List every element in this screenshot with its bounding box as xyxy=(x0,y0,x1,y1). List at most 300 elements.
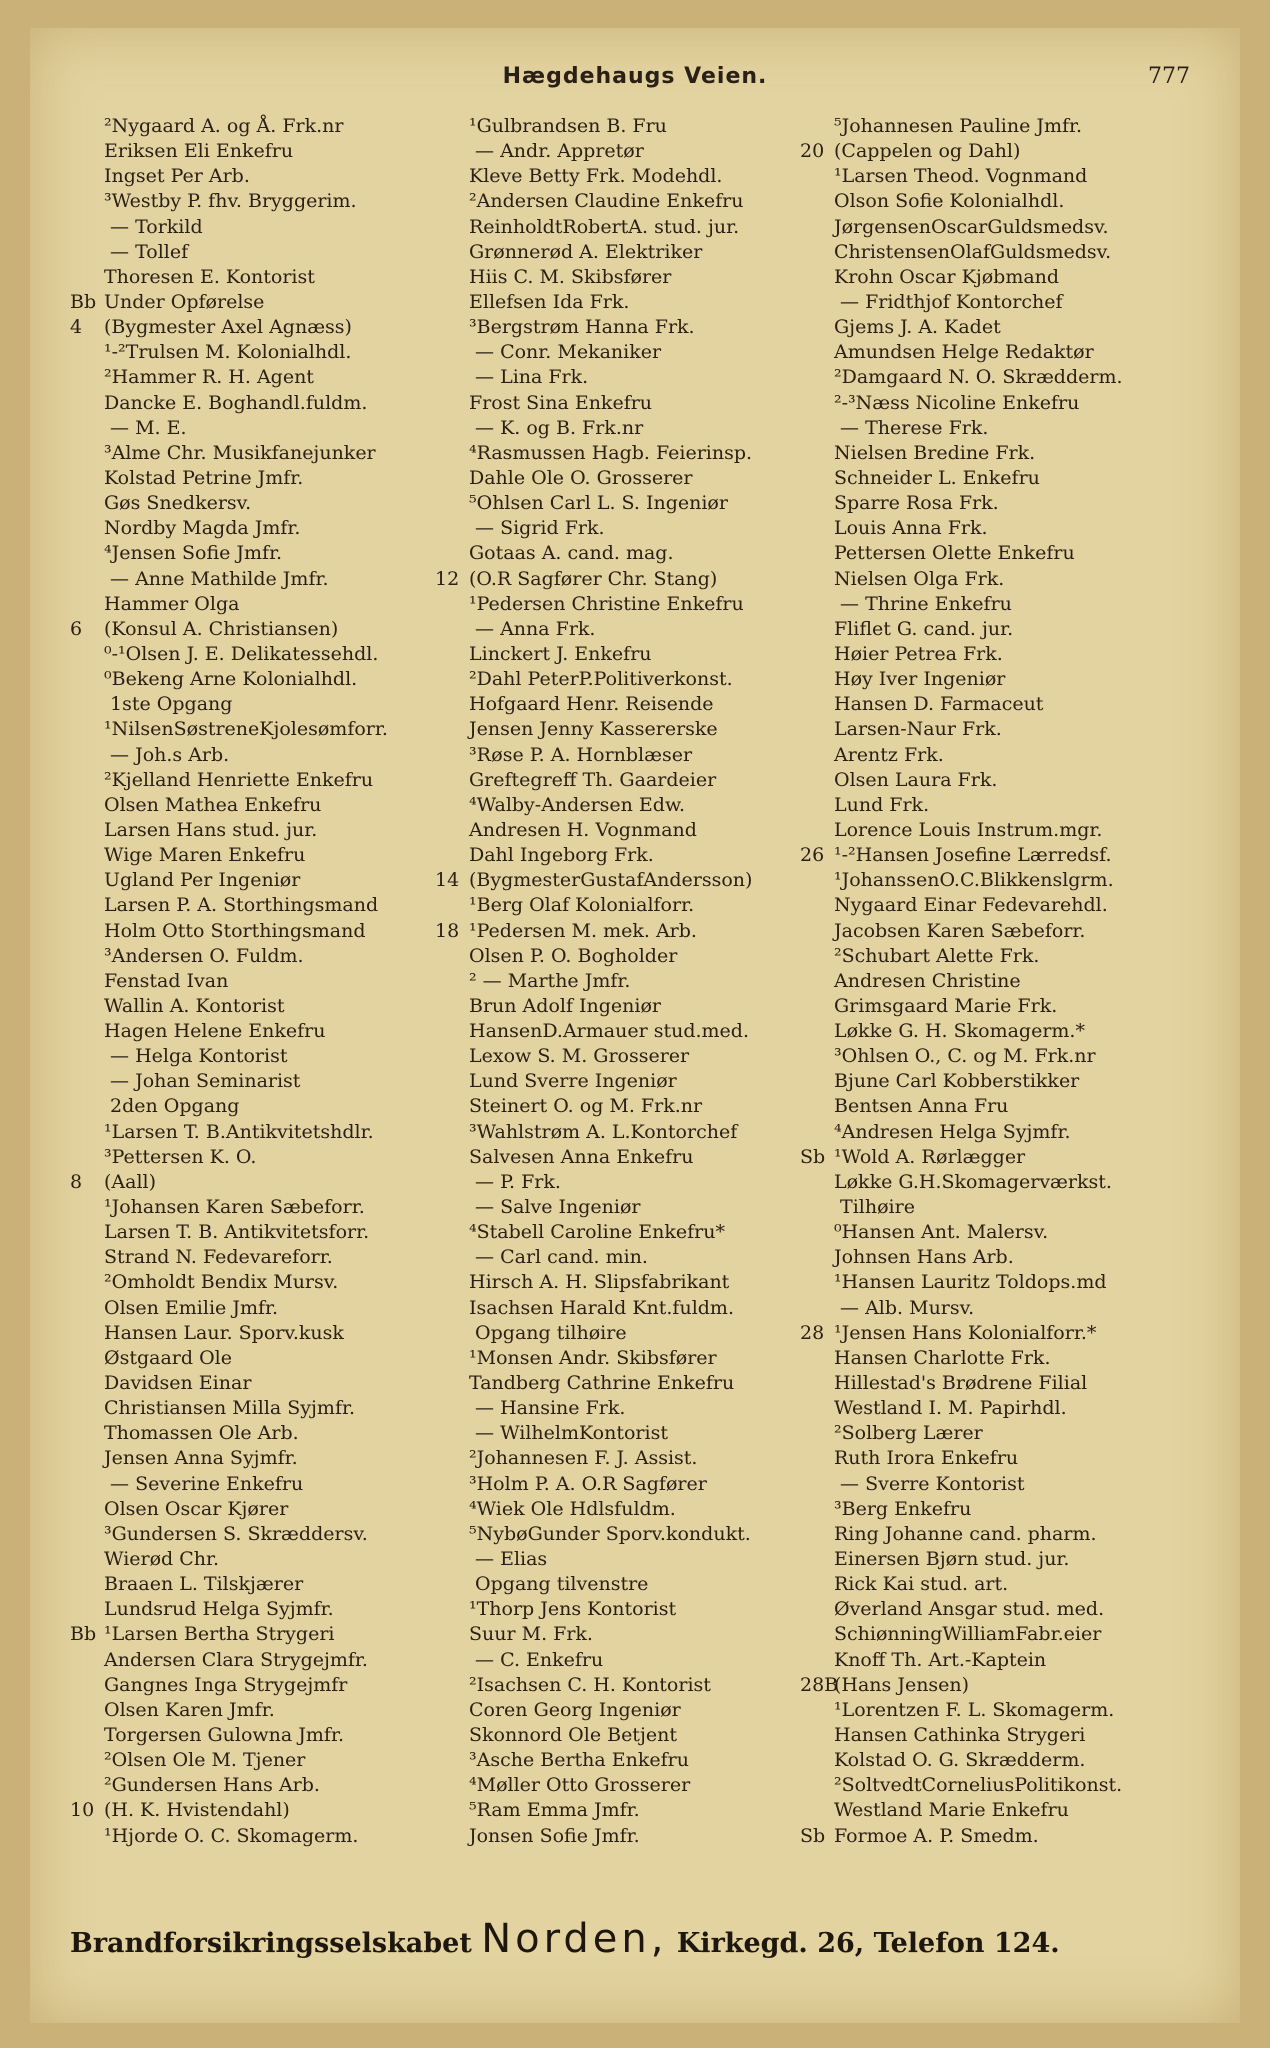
footer-brand: Norden, xyxy=(481,1916,668,1962)
directory-entry xyxy=(800,1522,1160,1547)
directory-entry xyxy=(435,919,795,944)
resident-text: ⁴Andresen Helga Syjmfr. xyxy=(834,1120,1071,1143)
directory-entry xyxy=(435,1622,795,1647)
resident-text: ²Nygaard A. og Å. Frk.nr xyxy=(104,115,344,137)
resident-text: ⁴Wiek Ole Hdlsfuldm. xyxy=(469,1497,676,1520)
resident-text: Gotaas A. cand. mag. xyxy=(469,542,674,565)
directory-entry xyxy=(800,1698,1160,1723)
directory-entry xyxy=(800,1145,1160,1170)
directory-entry xyxy=(70,1120,430,1145)
resident-text: ²Gundersen Hans Arb. xyxy=(104,1774,320,1797)
directory-entry xyxy=(435,1698,795,1723)
resident-text: Formoe A. P. Smedm. xyxy=(834,1824,1039,1847)
resident-text: Steinert O. og M. Frk.nr xyxy=(469,1095,703,1118)
resident-text: — P. Frk. xyxy=(469,1170,561,1193)
resident-text: ³Røse P. A. Hornblæser xyxy=(469,743,693,766)
resident-text: ⁵Johannesen Pauline Jmfr. xyxy=(834,115,1083,137)
directory-entry xyxy=(70,1648,430,1673)
resident-text: Larsen P. A. Storthingsmand xyxy=(104,894,379,917)
directory-entry xyxy=(435,491,795,516)
column-1 xyxy=(70,114,430,1849)
directory-entry xyxy=(435,391,795,416)
resident-text: ³Wahlstrøm A. L.Kontorchef xyxy=(469,1120,738,1143)
directory-entry xyxy=(800,1446,1160,1471)
resident-text: — Alb. Mursv. xyxy=(834,1296,975,1319)
directory-entry xyxy=(435,1547,795,1572)
resident-text: Olsen Oscar Kjører xyxy=(104,1497,289,1520)
resident-text: Skonnord Ole Betjent xyxy=(469,1724,677,1746)
directory-entry xyxy=(70,617,430,642)
directory-entry xyxy=(800,969,1160,994)
directory-entry xyxy=(435,1572,795,1597)
directory-entry xyxy=(800,1069,1160,1094)
resident-text: — WilhelmKontorist xyxy=(469,1422,668,1445)
directory-entry xyxy=(435,1396,795,1421)
resident-text: Sparre Rosa Frk. xyxy=(834,492,999,515)
house-number: 6 xyxy=(70,617,83,640)
directory-entry xyxy=(70,1773,430,1798)
resident-text: Schneider L. Enkefru xyxy=(834,466,1040,489)
directory-entry xyxy=(70,441,430,466)
directory-entry xyxy=(70,114,430,139)
resident-text: ²-³Næss Nicoline Enkefru xyxy=(834,391,1080,414)
resident-text: Bentsen Anna Fru xyxy=(834,1095,1009,1118)
directory-entry xyxy=(800,642,1160,667)
directory-entry xyxy=(800,1547,1160,1572)
directory-entry xyxy=(70,793,430,818)
directory-entry xyxy=(800,1170,1160,1195)
resident-text: Thoresen E. Kontorist xyxy=(104,265,315,288)
directory-entry xyxy=(70,1572,430,1597)
resident-text: — Helga Kontorist xyxy=(104,1045,288,1068)
resident-text: Hagen Helene Enkefru xyxy=(104,1020,326,1043)
resident-text: Andresen H. Vognmand xyxy=(469,818,697,841)
directory-entry xyxy=(70,1421,430,1446)
directory-entry xyxy=(70,1497,430,1522)
resident-text: Hirsch A. H. Slipsfabrikant xyxy=(469,1271,730,1294)
resident-text: (Hans Jensen) xyxy=(834,1673,970,1696)
directory-entry xyxy=(800,1497,1160,1522)
directory-entry xyxy=(800,265,1160,290)
resident-text: Pettersen Olette Enkefru xyxy=(834,542,1075,565)
directory-entry xyxy=(800,215,1160,240)
directory-entry xyxy=(70,1371,430,1396)
directory-entry xyxy=(800,1296,1160,1321)
directory-entry xyxy=(800,793,1160,818)
directory-entry xyxy=(435,340,795,365)
resident-text: Torgersen Gulowna Jmfr. xyxy=(104,1724,344,1746)
directory-entry xyxy=(800,114,1160,139)
directory-entry xyxy=(70,1723,430,1748)
house-number: 8 xyxy=(70,1170,83,1193)
resident-text: Holm Otto Storthingsmand xyxy=(104,919,366,942)
directory-entry xyxy=(800,1245,1160,1270)
directory-entry xyxy=(800,1472,1160,1497)
resident-text: Frost Sina Enkefru xyxy=(469,391,653,414)
directory-entry xyxy=(435,466,795,491)
resident-text: ²Olsen Ole M. Tjener xyxy=(104,1749,306,1772)
resident-text: Larsen-Naur Frk. xyxy=(834,718,1002,741)
directory-entry xyxy=(435,692,795,717)
directory-entry xyxy=(435,441,795,466)
directory-entry xyxy=(70,1673,430,1698)
directory-entry xyxy=(800,240,1160,265)
directory-entry xyxy=(435,1748,795,1773)
resident-text: Dahle Ole O. Grosserer xyxy=(469,466,693,489)
resident-text: ¹Gulbrandsen B. Fru xyxy=(469,115,667,137)
directory-entry xyxy=(70,1597,430,1622)
directory-entry xyxy=(800,1094,1160,1119)
resident-text: ⁴Jensen Sofie Jmfr. xyxy=(104,542,283,565)
resident-text: ³Gundersen S. Skræddersv. xyxy=(104,1522,368,1545)
directory-entry xyxy=(70,189,430,214)
house-number: Bb xyxy=(70,290,97,313)
resident-text: Høier Petrea Frk. xyxy=(834,642,1003,665)
directory-entry xyxy=(435,541,795,566)
resident-text: ¹Larsen Theod. Vognmand xyxy=(834,165,1088,188)
directory-entry xyxy=(800,944,1160,969)
directory-entry xyxy=(435,315,795,340)
resident-text: — Sverre Kontorist xyxy=(834,1472,1025,1495)
resident-text: (Aall) xyxy=(104,1170,157,1193)
directory-entry xyxy=(800,1597,1160,1622)
directory-entry xyxy=(800,164,1160,189)
resident-text: Olsen Karen Jmfr. xyxy=(104,1698,275,1721)
resident-text: ⁰Bekeng Arne Kolonialhdl. xyxy=(104,668,358,691)
resident-text: Ingset Per Arb. xyxy=(104,165,250,188)
house-number: Bb xyxy=(70,1623,97,1646)
resident-text: Kolstad O. G. Skrædderm. xyxy=(834,1749,1086,1772)
resident-text: Nordby Magda Jmfr. xyxy=(104,517,301,540)
directory-entry xyxy=(435,1497,795,1522)
directory-entry xyxy=(70,1220,430,1245)
directory-entry xyxy=(800,1673,1160,1698)
resident-text: 2den Opgang xyxy=(104,1095,240,1118)
resident-text: ²Damgaard N. O. Skrædderm. xyxy=(834,366,1123,389)
directory-entry xyxy=(70,516,430,541)
directory-entry xyxy=(70,642,430,667)
resident-text: ²Kjelland Henriette Enkefru xyxy=(104,768,374,791)
resident-text: Westland I. M. Papirhdl. xyxy=(834,1397,1067,1420)
directory-entry xyxy=(435,1824,795,1849)
directory-entry xyxy=(435,1069,795,1094)
directory-entry xyxy=(800,491,1160,516)
directory-entry xyxy=(800,592,1160,617)
resident-text: ²Solberg Lærer xyxy=(834,1422,983,1445)
resident-text: ³Berg Enkefru xyxy=(834,1497,972,1520)
directory-entry xyxy=(70,1170,430,1195)
directory-entry xyxy=(435,1421,795,1446)
directory-entry xyxy=(70,1824,430,1849)
resident-text: Hammer Olga xyxy=(104,592,240,615)
directory-entry xyxy=(800,1195,1160,1220)
directory-entry xyxy=(435,1094,795,1119)
directory-entry xyxy=(435,139,795,164)
directory-entry xyxy=(435,1648,795,1673)
house-number: 12 xyxy=(435,567,460,590)
resident-text: ³Alme Chr. Musikfanejunker xyxy=(104,441,376,464)
resident-text: ⁴Møller Otto Grosserer xyxy=(469,1774,691,1797)
directory-entry xyxy=(800,441,1160,466)
directory-entry xyxy=(435,1170,795,1195)
directory-entry xyxy=(70,365,430,390)
directory-entry xyxy=(70,265,430,290)
directory-entry xyxy=(70,692,430,717)
resident-text: — Hansine Frk. xyxy=(469,1397,626,1420)
resident-text: — Fridthjof Kontorchef xyxy=(834,290,1063,313)
resident-text: Hofgaard Henr. Reisende xyxy=(469,693,714,716)
directory-entry xyxy=(800,1748,1160,1773)
resident-text: Arentz Frk. xyxy=(834,743,944,766)
resident-text: Lund Frk. xyxy=(834,793,930,816)
directory-entry xyxy=(800,1396,1160,1421)
directory-entry xyxy=(70,1798,430,1823)
directory-entry xyxy=(435,164,795,189)
resident-text: Eriksen Eli Enkefru xyxy=(104,140,294,163)
house-number: 28B xyxy=(800,1673,839,1696)
resident-text: Louis Anna Frk. xyxy=(834,517,988,540)
resident-text: ³Holm P. A. O.R Sagfører xyxy=(469,1472,707,1495)
directory-entry xyxy=(435,717,795,742)
resident-text: Gøs Snedkersv. xyxy=(104,492,252,515)
resident-text: Øverland Ansgar stud. med. xyxy=(834,1598,1105,1621)
resident-text: (BygmesterGustafAndersson) xyxy=(469,869,753,892)
resident-text: ChristensenOlafGuldsmedsv. xyxy=(834,240,1112,263)
directory-entry xyxy=(800,1371,1160,1396)
resident-text: ¹-²Trulsen M. Kolonialhdl. xyxy=(104,341,352,364)
directory-entry xyxy=(435,592,795,617)
resident-text: Jonsen Sofie Jmfr. xyxy=(469,1824,640,1847)
resident-text: ¹Hansen Lauritz Toldops.md xyxy=(834,1271,1107,1294)
street-title: Hægdehaugs Veien. xyxy=(502,64,768,89)
directory-entry xyxy=(435,516,795,541)
resident-text: Løkke G.H.Skomagerværkst. xyxy=(834,1170,1112,1193)
directory-entry xyxy=(435,1446,795,1471)
resident-text: — M. E. xyxy=(104,416,187,439)
directory-entry xyxy=(70,1270,430,1295)
directory-entry xyxy=(800,315,1160,340)
directory-page xyxy=(30,28,1240,2023)
directory-entry xyxy=(70,164,430,189)
resident-text: ¹-²Hansen Josefine Lærredsf. xyxy=(834,844,1112,867)
resident-text: Jacobsen Karen Sæbeforr. xyxy=(834,919,1086,942)
resident-text: Krohn Oscar Kjøbmand xyxy=(834,265,1060,288)
directory-entry xyxy=(70,541,430,566)
resident-text: Tilhøire xyxy=(834,1196,915,1219)
resident-text: ⁰-¹Olsen J. E. Delikatessehdl. xyxy=(104,642,379,665)
resident-text: Hillestad's Brødrene Filial xyxy=(834,1372,1088,1395)
house-number: 10 xyxy=(70,1799,95,1822)
resident-text: Andresen Christine xyxy=(834,969,1021,992)
directory-entry xyxy=(70,1094,430,1119)
resident-text: Thomassen Ole Arb. xyxy=(104,1422,299,1445)
directory-entry xyxy=(435,1296,795,1321)
resident-text: Olson Sofie Kolonialhdl. xyxy=(834,190,1065,213)
resident-text: Nielsen Olga Frk. xyxy=(834,567,1005,590)
resident-text: Kleve Betty Frk. Modehdl. xyxy=(469,165,723,188)
directory-entry xyxy=(435,1472,795,1497)
directory-entry xyxy=(800,1824,1160,1849)
directory-entry xyxy=(800,818,1160,843)
resident-text: Fliflet G. cand. jur. xyxy=(834,617,1014,640)
directory-entry xyxy=(435,1773,795,1798)
resident-text: — C. Enkefru xyxy=(469,1648,604,1671)
directory-entry xyxy=(800,692,1160,717)
directory-entry xyxy=(800,893,1160,918)
resident-text: — Anne Mathilde Jmfr. xyxy=(104,567,329,590)
directory-entry xyxy=(800,1572,1160,1597)
directory-entry xyxy=(800,1270,1160,1295)
resident-text: Jensen Jenny Kassererske xyxy=(469,718,718,741)
directory-entry xyxy=(70,215,430,240)
directory-entry xyxy=(70,1622,430,1647)
footer-address: Kirkegd. 26, Telefon 124. xyxy=(676,1928,1060,1959)
resident-text: ⁴Walby-Andersen Edw. xyxy=(469,793,686,816)
directory-entry xyxy=(435,743,795,768)
directory-entry xyxy=(435,1673,795,1698)
resident-text: SchiønningWilliamFabr.eier xyxy=(834,1623,1102,1646)
resident-text: ⁵Ohlsen Carl L. S. Ingeniør xyxy=(469,492,728,515)
directory-entry xyxy=(800,516,1160,541)
resident-text: ²Andersen Claudine Enkefru xyxy=(469,190,744,213)
resident-text: Braaen L. Tilskjærer xyxy=(104,1573,304,1596)
resident-text: Davidsen Einar xyxy=(104,1372,252,1395)
directory-entry xyxy=(435,793,795,818)
directory-entry xyxy=(435,290,795,315)
directory-entry xyxy=(435,1245,795,1270)
directory-entry xyxy=(70,391,430,416)
resident-text: ¹Hjorde O. C. Skomagerm. xyxy=(104,1824,359,1847)
directory-entry xyxy=(70,315,430,340)
resident-text: Ring Johanne cand. pharm. xyxy=(834,1522,1097,1545)
directory-entry xyxy=(70,1296,430,1321)
resident-text: (Konsul A. Christiansen) xyxy=(104,617,339,640)
resident-text: Johnsen Hans Arb. xyxy=(834,1246,1014,1269)
directory-entry xyxy=(70,1446,430,1471)
resident-text: Rick Kai stud. art. xyxy=(834,1573,1009,1596)
resident-text: Opgang tilhøire xyxy=(469,1321,627,1344)
directory-entry xyxy=(800,139,1160,164)
resident-text: — Severine Enkefru xyxy=(104,1472,304,1495)
resident-text: Kolstad Petrine Jmfr. xyxy=(104,466,304,489)
resident-text: ¹Larsen T. B.Antikvitetshdlr. xyxy=(104,1120,374,1143)
resident-text: Salvesen Anna Enkefru xyxy=(469,1145,694,1168)
directory-entry xyxy=(800,1346,1160,1371)
house-number: Sb xyxy=(800,1824,826,1847)
resident-text: Under Opførelse xyxy=(104,290,265,313)
resident-text: ¹Larsen Bertha Strygeri xyxy=(104,1623,335,1646)
resident-text: Hiis C. M. Skibsfører xyxy=(469,265,672,288)
resident-text: Strand N. Fedevareforr. xyxy=(104,1246,333,1269)
directory-entry xyxy=(800,1321,1160,1346)
directory-entry xyxy=(800,567,1160,592)
directory-entry xyxy=(435,189,795,214)
resident-text: — Lina Frk. xyxy=(469,366,589,389)
directory-entry xyxy=(800,667,1160,692)
directory-entry xyxy=(800,1421,1160,1446)
resident-text: (O.R Sagfører Chr. Stang) xyxy=(469,567,718,590)
resident-text: Hansen Laur. Sporv.kusk xyxy=(104,1321,344,1344)
page-number: 777 xyxy=(1148,64,1190,89)
house-number: 20 xyxy=(800,140,825,163)
directory-entry xyxy=(800,189,1160,214)
directory-entry xyxy=(435,768,795,793)
resident-text: Ugland Per Ingeniør xyxy=(104,869,301,892)
directory-entry xyxy=(70,1321,430,1346)
directory-entry xyxy=(435,642,795,667)
directory-entry xyxy=(70,1019,430,1044)
directory-entry xyxy=(70,1245,430,1270)
directory-entry xyxy=(435,114,795,139)
directory-entry xyxy=(435,1798,795,1823)
directory-entry xyxy=(70,768,430,793)
directory-entry xyxy=(435,818,795,843)
directory-entry xyxy=(435,1019,795,1044)
directory-entry xyxy=(70,1472,430,1497)
directory-entry xyxy=(435,667,795,692)
resident-text: ³Ohlsen O., C. og M. Frk.nr xyxy=(834,1045,1096,1068)
directory-entry xyxy=(435,843,795,868)
directory-entry xyxy=(800,994,1160,1019)
directory-entry xyxy=(435,1220,795,1245)
house-number: 26 xyxy=(800,844,825,867)
resident-text: ⁴Rasmussen Hagb. Feierinsp. xyxy=(469,441,753,464)
house-number: 4 xyxy=(70,316,83,339)
directory-entry xyxy=(800,717,1160,742)
resident-text: ¹Pedersen Christine Enkefru xyxy=(469,592,744,615)
resident-text: Christiansen Milla Syjmfr. xyxy=(104,1397,356,1420)
resident-text: ⁵Ram Emma Jmfr. xyxy=(469,1799,640,1822)
advertisement-footer xyxy=(70,1916,1210,1962)
resident-text: — Sigrid Frk. xyxy=(469,517,605,540)
resident-text: ³Bergstrøm Hanna Frk. xyxy=(469,316,695,339)
resident-text: — Andr. Appretør xyxy=(469,140,644,163)
resident-text: Høy Iver Ingeniør xyxy=(834,668,1006,691)
directory-entry xyxy=(70,818,430,843)
resident-text: Hansen Charlotte Frk. xyxy=(834,1346,1051,1369)
resident-text: — Tollef xyxy=(104,240,189,263)
directory-entry xyxy=(70,893,430,918)
resident-text: ¹Jensen Hans Kolonialforr.* xyxy=(834,1321,1097,1344)
directory-entry xyxy=(70,466,430,491)
resident-text: ¹Monsen Andr. Skibsfører xyxy=(469,1346,717,1369)
directory-entry xyxy=(800,1648,1160,1673)
directory-entry xyxy=(800,1044,1160,1069)
resident-text: ²Isachsen C. H. Kontorist xyxy=(469,1673,711,1696)
resident-text: Dahl Ingeborg Frk. xyxy=(469,844,654,867)
directory-entry xyxy=(435,567,795,592)
directory-entry xyxy=(70,1346,430,1371)
directory-entry xyxy=(70,1547,430,1572)
directory-entry xyxy=(800,919,1160,944)
directory-entry xyxy=(435,1371,795,1396)
resident-text: 1ste Opgang xyxy=(104,693,233,716)
resident-text: ¹JohanssenO.C.Blikkenslgrm. xyxy=(834,869,1114,892)
resident-text: ²Omholdt Bendix Mursv. xyxy=(104,1271,339,1294)
resident-text: Gangnes Inga Strygejmfr xyxy=(104,1673,348,1696)
directory-entry xyxy=(70,139,430,164)
directory-entry xyxy=(70,868,430,893)
house-number: 18 xyxy=(435,919,460,942)
page-header xyxy=(30,64,1240,104)
resident-text: Ellefsen Ida Frk. xyxy=(469,290,630,313)
directory-entry xyxy=(70,416,430,441)
directory-entry xyxy=(800,1120,1160,1145)
directory-entry xyxy=(435,1044,795,1069)
directory-entry xyxy=(800,1019,1160,1044)
resident-text: Tandberg Cathrine Enkefru xyxy=(469,1372,735,1395)
resident-text: HansenD.Armauer stud.med. xyxy=(469,1020,749,1043)
